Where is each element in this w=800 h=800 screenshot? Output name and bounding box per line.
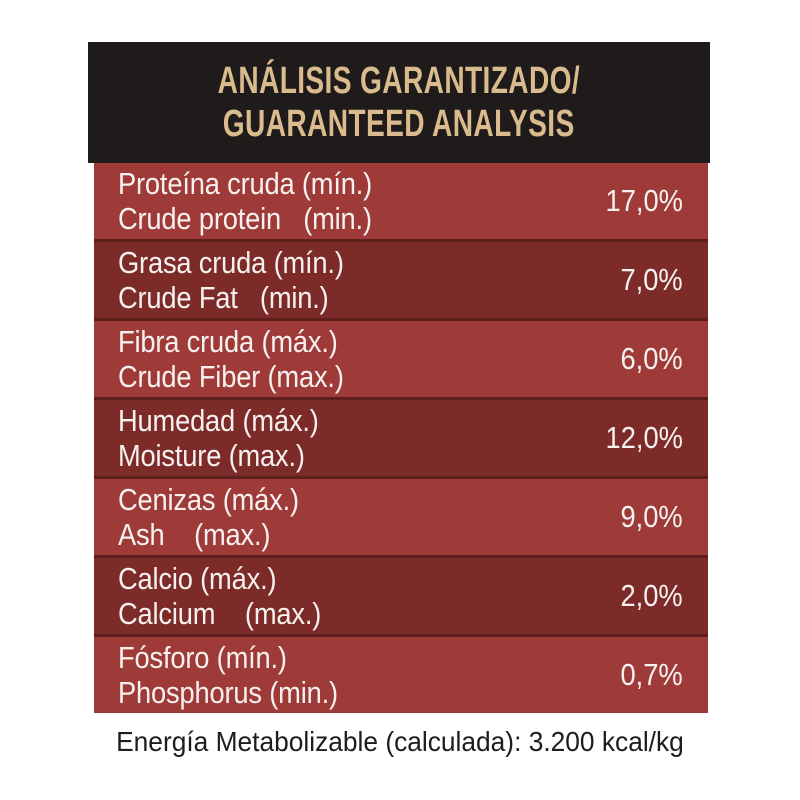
nutrient-label: [118, 324, 375, 394]
nutrient-label-en: Moisture (max.): [118, 438, 305, 473]
analysis-row-fiber: [94, 321, 708, 397]
nutrient-label: [118, 482, 324, 552]
nutrient-label: [118, 245, 375, 315]
analysis-header: [88, 42, 710, 163]
nutrient-label-es: Humedad (máx.): [118, 403, 319, 438]
nutrient-label: [118, 640, 368, 710]
nutrient-label-en: Crude protein (min.): [118, 201, 372, 236]
energy-text: Energía Metabolizable (calculada): 3.200 kcal/kg: [116, 726, 684, 757]
analysis-row-calcium: [94, 558, 708, 634]
nutrient-label-en: Ash (max.): [118, 517, 271, 552]
analysis-row-moisture: [94, 400, 708, 476]
nutrient-label-es: Grasa cruda (mín.): [118, 245, 344, 280]
analysis-row-protein: [94, 163, 708, 239]
metabolizable-energy-note: [0, 722, 800, 762]
nutrient-value: 7,0%: [620, 262, 683, 297]
nutrient-label: [118, 561, 349, 631]
analysis-row-fat: [94, 242, 708, 318]
nutrient-value: 9,0%: [620, 499, 683, 534]
nutrient-value: 6,0%: [620, 341, 683, 376]
guaranteed-analysis-panel: [88, 42, 710, 713]
header-title-es: ANÁLISIS GARANTIZADO/: [217, 59, 581, 102]
nutrient-label-es: Cenizas (máx.): [118, 482, 299, 517]
nutrient-value: 0,7%: [620, 657, 683, 692]
nutrient-value: 12,0%: [605, 420, 683, 455]
nutrient-value: 2,0%: [620, 578, 683, 613]
nutrient-label-es: Proteína cruda (mín.): [118, 166, 373, 201]
nutrient-value: 17,0%: [605, 183, 683, 218]
analysis-row-phosphorus: [94, 637, 708, 713]
analysis-rows: [94, 163, 708, 713]
header-title-en: GUARANTEED ANALYSIS: [223, 102, 575, 145]
nutrient-label-es: Fibra cruda (máx.): [118, 324, 338, 359]
nutrient-label-en: Crude Fiber (max.): [118, 359, 344, 394]
analysis-row-ash: [94, 479, 708, 555]
nutrient-label-es: Fósforo (mín.): [118, 640, 287, 675]
nutrient-label-en: Phosphorus (min.): [118, 675, 338, 710]
nutrient-label-en: Crude Fat (min.): [118, 280, 329, 315]
nutrient-label: [118, 166, 407, 236]
nutrient-label-en: Calcium (max.): [118, 596, 322, 631]
nutrient-label: [118, 403, 346, 473]
nutrient-label-es: Calcio (máx.): [118, 561, 277, 596]
